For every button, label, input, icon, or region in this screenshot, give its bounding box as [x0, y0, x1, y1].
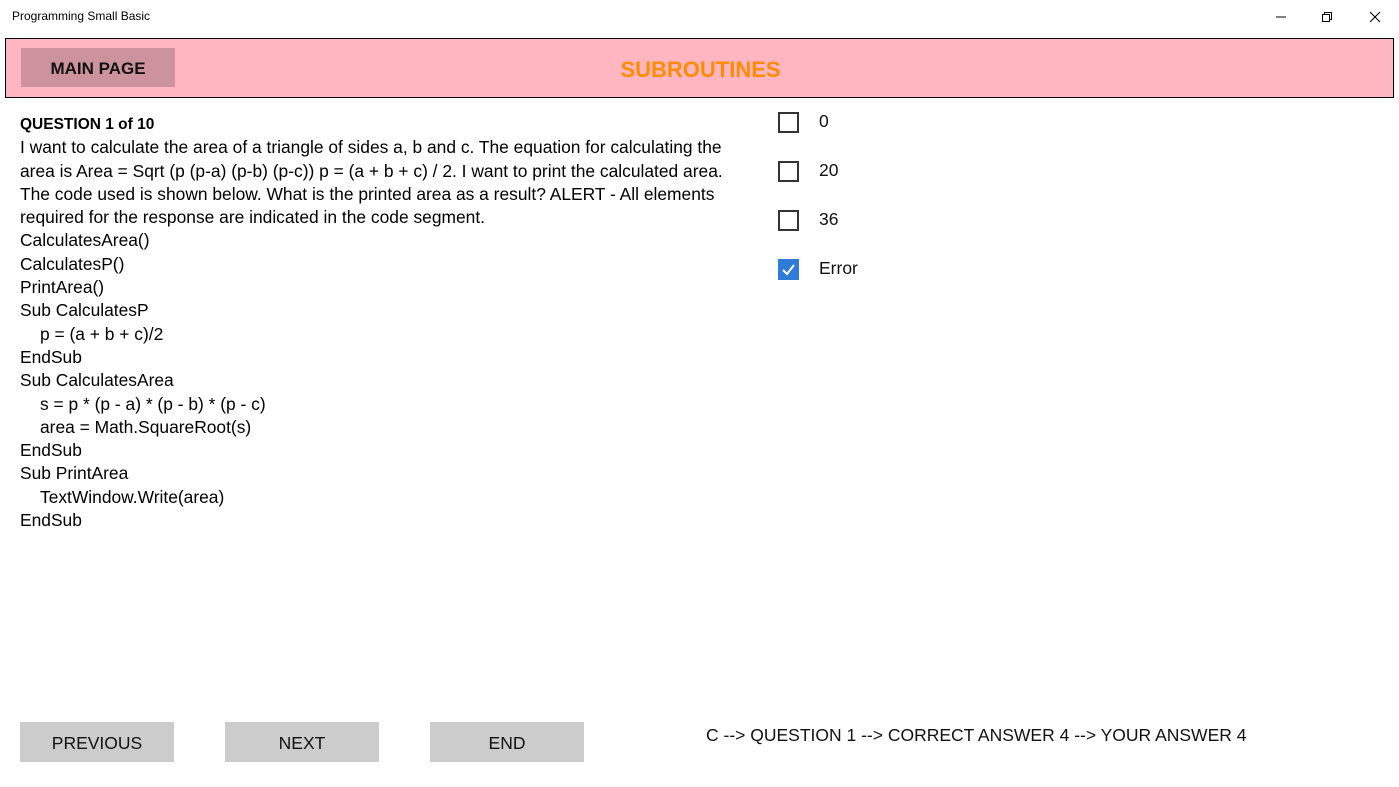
question-text: I want to calculate the area of a triangle of sides a, b and c. The equation for calculating the area is Area = Sqrt (p (p-a) (p-b) (p-c)) p = (a + b + c) / 2. I want to print the calculated area. The code used is shown below. What is the printed area as a result? ALERT - All elements required for the response are indicated in the code segment.: [20, 137, 723, 228]
previous-button[interactable]: PREVIOUS: [20, 722, 174, 762]
close-icon: [1369, 11, 1381, 23]
option-1[interactable]: [778, 110, 978, 159]
checkbox[interactable]: [778, 112, 799, 133]
option-4[interactable]: [778, 257, 978, 306]
checkbox[interactable]: [778, 210, 799, 231]
code-line: Sub PrintArea: [20, 463, 129, 484]
code-line: PrintArea(): [20, 277, 105, 298]
code-line: Sub CalculatesArea: [20, 370, 174, 391]
minimize-icon: [1275, 11, 1287, 23]
restore-icon: [1321, 11, 1333, 23]
code-line: CalculatesP(): [20, 253, 125, 274]
option-2[interactable]: [778, 159, 978, 208]
code-line: EndSub: [20, 346, 82, 367]
code-line: CalculatesArea(): [20, 230, 150, 251]
option-label: 0: [819, 111, 829, 131]
option-3[interactable]: [778, 208, 978, 257]
question-number: QUESTION 1 of 10: [20, 116, 155, 133]
question-panel: [20, 113, 740, 532]
code-line: area = Math.SquareRoot(s): [40, 416, 252, 437]
code-line: EndSub: [20, 440, 82, 461]
option-label: 20: [819, 160, 839, 180]
page-title: SUBROUTINES: [620, 57, 781, 82]
end-button[interactable]: END: [430, 722, 584, 762]
close-button[interactable]: [1352, 0, 1398, 33]
answer-options: [778, 110, 978, 306]
code-line: TextWindow.Write(area): [40, 486, 225, 507]
title-bar: [0, 0, 1399, 33]
option-label: Error: [819, 258, 858, 278]
option-label: 36: [819, 209, 839, 229]
restore-button[interactable]: [1304, 0, 1350, 33]
code-line: EndSub: [20, 510, 82, 531]
header-band: [5, 38, 1394, 98]
main-page-button[interactable]: MAIN PAGE: [21, 48, 175, 87]
checkmark-icon: [781, 262, 796, 277]
window-title: Programming Small Basic: [12, 9, 151, 23]
code-line: s = p * (p - a) * (p - b) * (p - c): [40, 393, 266, 414]
code-block: [20, 229, 740, 532]
checkbox[interactable]: [778, 259, 799, 280]
checkbox[interactable]: [778, 161, 799, 182]
code-line: Sub CalculatesP: [20, 300, 149, 321]
code-line: p = (a + b + c)/2: [40, 323, 164, 344]
minimize-button[interactable]: [1258, 0, 1304, 33]
answer-status: C --> QUESTION 1 --> CORRECT ANSWER 4 --> YOUR ANSWER 4: [706, 725, 1247, 745]
next-button[interactable]: NEXT: [225, 722, 379, 762]
